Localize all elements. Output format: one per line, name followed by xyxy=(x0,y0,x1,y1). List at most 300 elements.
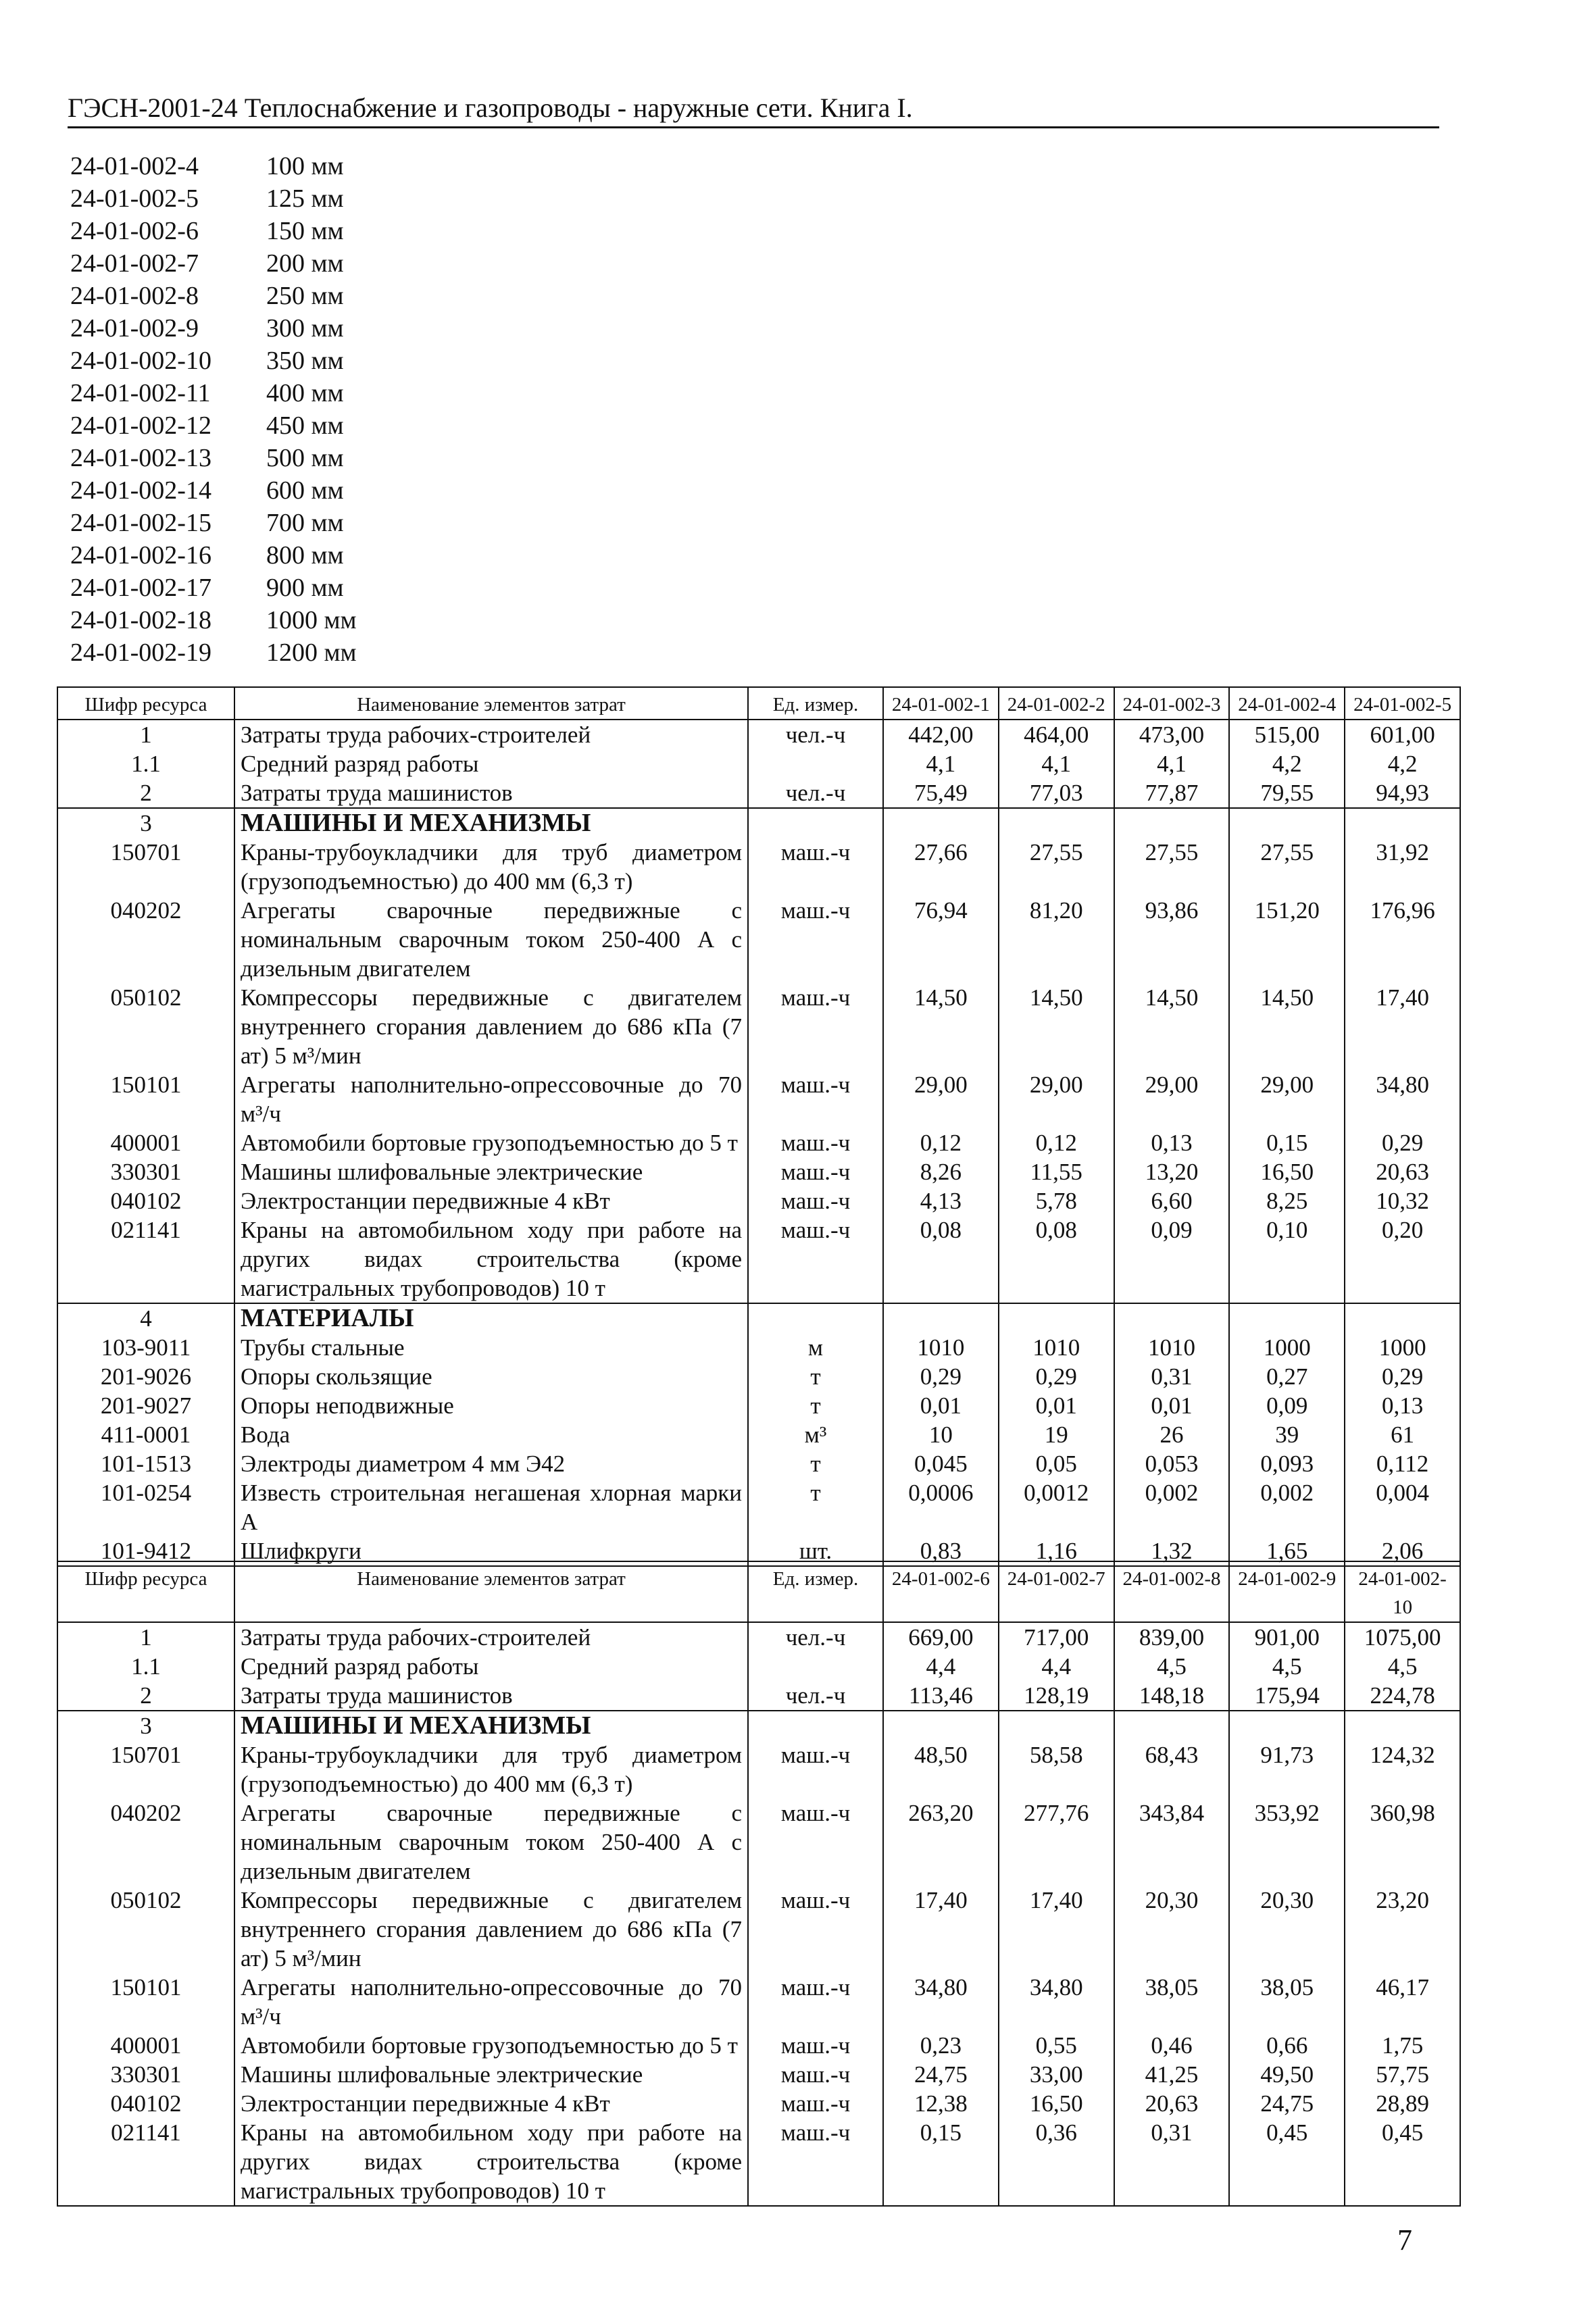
resource-code: 1 xyxy=(57,720,234,749)
estimate-code: 24-01-002-11 xyxy=(70,379,211,407)
resource-code: 150101 xyxy=(57,1973,234,2031)
unit-of-measure xyxy=(748,1303,883,1333)
table-row xyxy=(57,2089,1460,2118)
estimate-code: 24-01-002-14 xyxy=(70,476,211,505)
value-cell: 79,55 xyxy=(1229,778,1345,808)
column-header-estimate: 24-01-002-7 xyxy=(999,1561,1114,1622)
value-cell xyxy=(1229,1711,1345,1740)
value-cell: 31,92 xyxy=(1345,838,1460,896)
table-row xyxy=(57,1362,1460,1391)
cost-element-name: Средний разряд работы xyxy=(234,1652,748,1681)
value-cell: 4,1 xyxy=(999,749,1114,778)
value-cell: 39 xyxy=(1229,1420,1345,1449)
value-cell: 0,36 xyxy=(999,2118,1114,2206)
unit-of-measure: м³ xyxy=(748,1420,883,1449)
table-row xyxy=(57,720,1460,749)
value-cell: 81,20 xyxy=(999,896,1114,983)
value-cell: 29,00 xyxy=(1114,1070,1230,1128)
code-list-item xyxy=(70,345,357,377)
value-cell: 17,40 xyxy=(883,1886,999,1973)
table-row xyxy=(57,2060,1460,2089)
code-list-item xyxy=(70,539,357,572)
cost-element-name: Вода xyxy=(234,1420,748,1449)
column-header-estimate: 24-01-002-2 xyxy=(999,687,1114,720)
table-row xyxy=(57,2118,1460,2206)
estimate-code: 24-01-002-17 xyxy=(70,574,211,602)
cost-element-name: МАШИНЫ И МЕХАНИЗМЫ xyxy=(234,808,748,838)
value-cell: 10 xyxy=(883,1420,999,1449)
value-cell: 0,093 xyxy=(1229,1449,1345,1478)
pipe-diameter: 800 мм xyxy=(266,541,344,570)
table-row xyxy=(57,1740,1460,1799)
table-row xyxy=(57,1157,1460,1186)
code-list-item xyxy=(70,247,357,280)
value-cell xyxy=(999,1303,1114,1333)
value-cell: 6,60 xyxy=(1114,1186,1230,1215)
value-cell: 0,12 xyxy=(999,1128,1114,1157)
cost-element-name: Автомобили бортовые грузоподъемностью до 5 т xyxy=(234,1128,748,1157)
value-cell xyxy=(883,808,999,838)
column-header-name: Наименование элементов затрат xyxy=(234,687,748,720)
resource-table-1 xyxy=(57,686,1461,1567)
value-cell: 839,00 xyxy=(1114,1622,1230,1652)
value-cell: 48,50 xyxy=(883,1740,999,1799)
value-cell: 0,29 xyxy=(999,1362,1114,1391)
pipe-diameter: 1200 мм xyxy=(266,638,357,667)
unit-of-measure xyxy=(748,1711,883,1740)
cost-element-name: Компрессоры передвижные с двигателем внутреннего сгорания давлением до 686 кПа (7 ат) 5 м³/мин xyxy=(234,983,748,1070)
value-cell: 8,26 xyxy=(883,1157,999,1186)
column-header-estimate: 24-01-002-4 xyxy=(1229,687,1345,720)
value-cell: 0,45 xyxy=(1229,2118,1345,2206)
value-cell: 49,50 xyxy=(1229,2060,1345,2089)
resource-code: 040202 xyxy=(57,1799,234,1886)
value-cell: 464,00 xyxy=(999,720,1114,749)
resource-code: 411-0001 xyxy=(57,1420,234,1449)
resource-code: 021141 xyxy=(57,2118,234,2206)
table-row xyxy=(57,1391,1460,1420)
value-cell: 0,31 xyxy=(1114,2118,1230,2206)
resource-code: 150701 xyxy=(57,1740,234,1799)
table-row xyxy=(57,1070,1460,1128)
value-cell: 27,55 xyxy=(1114,838,1230,896)
resource-code: 4 xyxy=(57,1303,234,1333)
cost-element-name: Агрегаты сварочные передвижные с номинальным сварочным током 250-400 А с дизельным двигателем xyxy=(234,896,748,983)
value-cell: 473,00 xyxy=(1114,720,1230,749)
value-cell: 1,16 xyxy=(999,1536,1114,1566)
column-header-estimate: 24-01-002-9 xyxy=(1229,1561,1345,1622)
estimate-code: 24-01-002-5 xyxy=(70,184,199,213)
pipe-diameter: 400 мм xyxy=(266,379,344,407)
table-row xyxy=(57,1333,1460,1362)
value-cell xyxy=(1229,808,1345,838)
value-cell: 4,5 xyxy=(1229,1652,1345,1681)
resource-code: 330301 xyxy=(57,2060,234,2089)
table-row xyxy=(57,1420,1460,1449)
value-cell: 1,32 xyxy=(1114,1536,1230,1566)
pipe-diameter: 700 мм xyxy=(266,509,344,537)
code-list-item xyxy=(70,507,357,539)
value-cell: 4,1 xyxy=(883,749,999,778)
value-cell: 901,00 xyxy=(1229,1622,1345,1652)
value-cell: 0,09 xyxy=(1229,1391,1345,1420)
value-cell: 0,55 xyxy=(999,2031,1114,2060)
resource-code: 150101 xyxy=(57,1070,234,1128)
value-cell: 91,73 xyxy=(1229,1740,1345,1799)
pipe-diameter: 150 мм xyxy=(266,217,344,245)
value-cell: 17,40 xyxy=(999,1886,1114,1973)
unit-of-measure: чел.-ч xyxy=(748,1681,883,1711)
value-cell: 4,2 xyxy=(1229,749,1345,778)
cost-element-name: МАШИНЫ И МЕХАНИЗМЫ xyxy=(234,1711,748,1740)
code-list-item xyxy=(70,442,357,474)
unit-of-measure: маш.-ч xyxy=(748,1799,883,1886)
value-cell: 34,80 xyxy=(1345,1070,1460,1128)
unit-of-measure: маш.-ч xyxy=(748,1128,883,1157)
value-cell: 94,93 xyxy=(1345,778,1460,808)
cost-element-name: Машины шлифовальные электрические xyxy=(234,1157,748,1186)
value-cell: 0,045 xyxy=(883,1449,999,1478)
section-row xyxy=(57,1303,1460,1333)
cost-element-name: Трубы стальные xyxy=(234,1333,748,1362)
value-cell: 16,50 xyxy=(999,2089,1114,2118)
cost-element-name: Затраты труда машинистов xyxy=(234,778,748,808)
code-list-item xyxy=(70,312,357,345)
cost-element-name: Известь строительная негашеная хлорная марки А xyxy=(234,1478,748,1536)
value-cell: 5,78 xyxy=(999,1186,1114,1215)
value-cell: 4,4 xyxy=(883,1652,999,1681)
value-cell: 0,01 xyxy=(1114,1391,1230,1420)
code-list-item xyxy=(70,215,357,247)
estimate-code: 24-01-002-13 xyxy=(70,444,211,472)
estimate-code: 24-01-002-9 xyxy=(70,314,199,343)
pipe-diameter: 100 мм xyxy=(266,152,344,180)
value-cell: 0,12 xyxy=(883,1128,999,1157)
value-cell: 24,75 xyxy=(1229,2089,1345,2118)
estimate-code: 24-01-002-12 xyxy=(70,411,211,440)
pipe-diameter: 350 мм xyxy=(266,347,344,375)
table-row xyxy=(57,1973,1460,2031)
table-row xyxy=(57,1886,1460,1973)
value-cell: 0,0006 xyxy=(883,1478,999,1536)
column-header-estimate: 24-01-002-8 xyxy=(1114,1561,1230,1622)
value-cell: 124,32 xyxy=(1345,1740,1460,1799)
code-list xyxy=(70,150,357,669)
value-cell xyxy=(999,1711,1114,1740)
value-cell: 27,66 xyxy=(883,838,999,896)
value-cell: 515,00 xyxy=(1229,720,1345,749)
value-cell: 0,08 xyxy=(999,1215,1114,1303)
value-cell: 13,20 xyxy=(1114,1157,1230,1186)
cost-element-name: Краны на автомобильном ходу при работе на других видах строительства (кроме магистральных трубопроводов) 10 т xyxy=(234,1215,748,1303)
value-cell: 0,13 xyxy=(1114,1128,1230,1157)
value-cell xyxy=(1114,1711,1230,1740)
resource-code: 3 xyxy=(57,1711,234,1740)
value-cell: 38,05 xyxy=(1229,1973,1345,2031)
column-header-name: Наименование элементов затрат xyxy=(234,1561,748,1622)
code-list-item xyxy=(70,377,357,409)
value-cell: 19 xyxy=(999,1420,1114,1449)
cost-element-name: Опоры неподвижные xyxy=(234,1391,748,1420)
code-list-item xyxy=(70,409,357,442)
column-header-code: Шифр ресурса xyxy=(57,1561,234,1622)
unit-of-measure xyxy=(748,808,883,838)
cost-element-name: Электроды диаметром 4 мм Э42 xyxy=(234,1449,748,1478)
resource-code: 1.1 xyxy=(57,1652,234,1681)
table-row xyxy=(57,1128,1460,1157)
column-header-unit: Ед. измер. xyxy=(748,687,883,720)
value-cell: 0,83 xyxy=(883,1536,999,1566)
code-list-item xyxy=(70,604,357,636)
value-cell xyxy=(1345,1303,1460,1333)
pipe-diameter: 500 мм xyxy=(266,444,344,472)
value-cell: 28,89 xyxy=(1345,2089,1460,2118)
resource-code: 3 xyxy=(57,808,234,838)
value-cell: 360,98 xyxy=(1345,1799,1460,1886)
column-header-estimate: 24-01-002-6 xyxy=(883,1561,999,1622)
value-cell: 58,58 xyxy=(999,1740,1114,1799)
value-cell: 0,01 xyxy=(999,1391,1114,1420)
value-cell: 24,75 xyxy=(883,2060,999,2089)
code-list-item xyxy=(70,572,357,604)
column-header-unit: Ед. измер. xyxy=(748,1561,883,1622)
value-cell: 34,80 xyxy=(999,1973,1114,2031)
resource-code: 400001 xyxy=(57,1128,234,1157)
value-cell: 0,002 xyxy=(1229,1478,1345,1536)
unit-of-measure: маш.-ч xyxy=(748,983,883,1070)
cost-element-name: Средний разряд работы xyxy=(234,749,748,778)
unit-of-measure: т xyxy=(748,1362,883,1391)
value-cell: 151,20 xyxy=(1229,896,1345,983)
resource-code: 021141 xyxy=(57,1215,234,1303)
column-header-code: Шифр ресурса xyxy=(57,687,234,720)
table-row xyxy=(57,778,1460,808)
value-cell: 20,63 xyxy=(1114,2089,1230,2118)
value-cell: 4,4 xyxy=(999,1652,1114,1681)
resource-code: 400001 xyxy=(57,2031,234,2060)
value-cell xyxy=(1345,808,1460,838)
unit-of-measure: маш.-ч xyxy=(748,1973,883,2031)
unit-of-measure: маш.-ч xyxy=(748,896,883,983)
value-cell: 0,15 xyxy=(1229,1128,1345,1157)
value-cell: 10,32 xyxy=(1345,1186,1460,1215)
resource-code: 150701 xyxy=(57,838,234,896)
resource-code: 040102 xyxy=(57,1186,234,1215)
value-cell: 4,2 xyxy=(1345,749,1460,778)
value-cell: 61 xyxy=(1345,1420,1460,1449)
table-header-row xyxy=(57,1561,1460,1622)
cost-element-name: Агрегаты наполнительно-опрессовочные до 70 м³/ч xyxy=(234,1973,748,2031)
value-cell: 717,00 xyxy=(999,1622,1114,1652)
value-cell: 1010 xyxy=(883,1333,999,1362)
value-cell: 277,76 xyxy=(999,1799,1114,1886)
resource-code: 201-9027 xyxy=(57,1391,234,1420)
value-cell: 17,40 xyxy=(1345,983,1460,1070)
value-cell xyxy=(1114,1303,1230,1333)
unit-of-measure xyxy=(748,749,883,778)
value-cell: 2,06 xyxy=(1345,1536,1460,1566)
value-cell: 29,00 xyxy=(883,1070,999,1128)
value-cell: 0,0012 xyxy=(999,1478,1114,1536)
value-cell: 4,1 xyxy=(1114,749,1230,778)
value-cell: 26 xyxy=(1114,1420,1230,1449)
value-cell: 1000 xyxy=(1229,1333,1345,1362)
value-cell: 68,43 xyxy=(1114,1740,1230,1799)
value-cell: 148,18 xyxy=(1114,1681,1230,1711)
cost-element-name: Краны на автомобильном ходу при работе на других видах строительства (кроме магистральных трубопроводов) 10 т xyxy=(234,2118,748,2206)
resource-code: 101-1513 xyxy=(57,1449,234,1478)
value-cell: 75,49 xyxy=(883,778,999,808)
unit-of-measure: маш.-ч xyxy=(748,2089,883,2118)
column-header-estimate: 24-01-002-5 xyxy=(1345,687,1460,720)
value-cell: 1000 xyxy=(1345,1333,1460,1362)
table-row xyxy=(57,1652,1460,1681)
resource-code: 201-9026 xyxy=(57,1362,234,1391)
value-cell: 0,66 xyxy=(1229,2031,1345,2060)
value-cell xyxy=(999,808,1114,838)
unit-of-measure: маш.-ч xyxy=(748,2118,883,2206)
resource-code: 2 xyxy=(57,778,234,808)
table-row xyxy=(57,1186,1460,1215)
value-cell: 0,01 xyxy=(883,1391,999,1420)
pipe-diameter: 300 мм xyxy=(266,314,344,343)
code-list-item xyxy=(70,636,357,669)
value-cell: 442,00 xyxy=(883,720,999,749)
value-cell: 77,87 xyxy=(1114,778,1230,808)
value-cell: 33,00 xyxy=(999,2060,1114,2089)
pipe-diameter: 250 мм xyxy=(266,282,344,310)
value-cell: 0,29 xyxy=(1345,1362,1460,1391)
value-cell: 0,05 xyxy=(999,1449,1114,1478)
cost-element-name: Затраты труда рабочих-строителей xyxy=(234,1622,748,1652)
value-cell: 23,20 xyxy=(1345,1886,1460,1973)
value-cell: 8,25 xyxy=(1229,1186,1345,1215)
value-cell: 0,053 xyxy=(1114,1449,1230,1478)
unit-of-measure: маш.-ч xyxy=(748,1186,883,1215)
value-cell: 57,75 xyxy=(1345,2060,1460,2089)
value-cell: 128,19 xyxy=(999,1681,1114,1711)
table-row xyxy=(57,983,1460,1070)
table-row xyxy=(57,1622,1460,1652)
value-cell: 0,112 xyxy=(1345,1449,1460,1478)
cost-element-name: Затраты труда машинистов xyxy=(234,1681,748,1711)
section-row xyxy=(57,808,1460,838)
value-cell: 14,50 xyxy=(1229,983,1345,1070)
value-cell: 93,86 xyxy=(1114,896,1230,983)
value-cell: 16,50 xyxy=(1229,1157,1345,1186)
value-cell xyxy=(1345,1711,1460,1740)
table-row xyxy=(57,1215,1460,1303)
resource-code: 050102 xyxy=(57,983,234,1070)
cost-element-name: Агрегаты наполнительно-опрессовочные до 70 м³/ч xyxy=(234,1070,748,1128)
pipe-diameter: 200 мм xyxy=(266,249,344,278)
unit-of-measure: м xyxy=(748,1333,883,1362)
unit-of-measure: т xyxy=(748,1391,883,1420)
column-header-estimate: 24-01-002-1 xyxy=(883,687,999,720)
value-cell: 669,00 xyxy=(883,1622,999,1652)
cost-element-name: Электростанции передвижные 4 кВт xyxy=(234,2089,748,2118)
code-list-item xyxy=(70,182,357,215)
table-row xyxy=(57,2031,1460,2060)
column-header-estimate: 24-01-002-3 xyxy=(1114,687,1230,720)
value-cell: 343,84 xyxy=(1114,1799,1230,1886)
value-cell: 1,65 xyxy=(1229,1536,1345,1566)
resource-code: 101-0254 xyxy=(57,1478,234,1536)
estimate-code: 24-01-002-15 xyxy=(70,509,211,537)
estimate-code: 24-01-002-7 xyxy=(70,249,199,278)
value-cell xyxy=(1229,1303,1345,1333)
unit-of-measure: маш.-ч xyxy=(748,2031,883,2060)
value-cell: 4,5 xyxy=(1345,1652,1460,1681)
pipe-diameter: 125 мм xyxy=(266,184,344,213)
cost-element-name: Затраты труда рабочих-строителей xyxy=(234,720,748,749)
value-cell: 76,94 xyxy=(883,896,999,983)
value-cell: 29,00 xyxy=(1229,1070,1345,1128)
value-cell xyxy=(1114,808,1230,838)
page-header: ГЭСН-2001-24 Теплоснабжение и газопроводы - наружные сети. Книга I. xyxy=(68,92,1439,128)
value-cell: 27,55 xyxy=(999,838,1114,896)
cost-element-name: Опоры скользящие xyxy=(234,1362,748,1391)
cost-element-name: Машины шлифовальные электрические xyxy=(234,2060,748,2089)
pipe-diameter: 1000 мм xyxy=(266,606,357,634)
cost-element-name: МАТЕРИАЛЫ xyxy=(234,1303,748,1333)
value-cell: 175,94 xyxy=(1229,1681,1345,1711)
value-cell: 0,31 xyxy=(1114,1362,1230,1391)
value-cell: 20,30 xyxy=(1114,1886,1230,1973)
pipe-diameter: 600 мм xyxy=(266,476,344,505)
value-cell: 34,80 xyxy=(883,1973,999,2031)
value-cell: 4,5 xyxy=(1114,1652,1230,1681)
cost-element-name: Автомобили бортовые грузоподъемностью до 5 т xyxy=(234,2031,748,2060)
pipe-diameter: 900 мм xyxy=(266,574,344,602)
unit-of-measure: маш.-ч xyxy=(748,1740,883,1799)
table-row xyxy=(57,896,1460,983)
value-cell: 14,50 xyxy=(883,983,999,1070)
value-cell: 1075,00 xyxy=(1345,1622,1460,1652)
value-cell: 0,27 xyxy=(1229,1362,1345,1391)
value-cell: 1010 xyxy=(999,1333,1114,1362)
value-cell: 14,50 xyxy=(999,983,1114,1070)
value-cell: 38,05 xyxy=(1114,1973,1230,2031)
unit-of-measure: чел.-ч xyxy=(748,778,883,808)
estimate-code: 24-01-002-10 xyxy=(70,347,211,375)
unit-of-measure: маш.-ч xyxy=(748,1215,883,1303)
code-list-item xyxy=(70,280,357,312)
value-cell: 0,09 xyxy=(1114,1215,1230,1303)
unit-of-measure: чел.-ч xyxy=(748,1622,883,1652)
code-list-item xyxy=(70,474,357,507)
value-cell: 0,10 xyxy=(1229,1215,1345,1303)
table-header-row xyxy=(57,687,1460,720)
value-cell: 77,03 xyxy=(999,778,1114,808)
value-cell: 0,20 xyxy=(1345,1215,1460,1303)
value-cell: 601,00 xyxy=(1345,720,1460,749)
value-cell: 176,96 xyxy=(1345,896,1460,983)
value-cell: 1,75 xyxy=(1345,2031,1460,2060)
unit-of-measure xyxy=(748,1652,883,1681)
table-row xyxy=(57,838,1460,896)
value-cell: 0,29 xyxy=(1345,1128,1460,1157)
estimate-code: 24-01-002-19 xyxy=(70,638,211,667)
table-row xyxy=(57,749,1460,778)
value-cell: 0,004 xyxy=(1345,1478,1460,1536)
unit-of-measure: маш.-ч xyxy=(748,838,883,896)
value-cell: 1010 xyxy=(1114,1333,1230,1362)
code-list-item xyxy=(70,150,357,182)
value-cell: 46,17 xyxy=(1345,1973,1460,2031)
resource-code: 040202 xyxy=(57,896,234,983)
column-header-estimate: 24-01-002-10 xyxy=(1345,1561,1460,1622)
